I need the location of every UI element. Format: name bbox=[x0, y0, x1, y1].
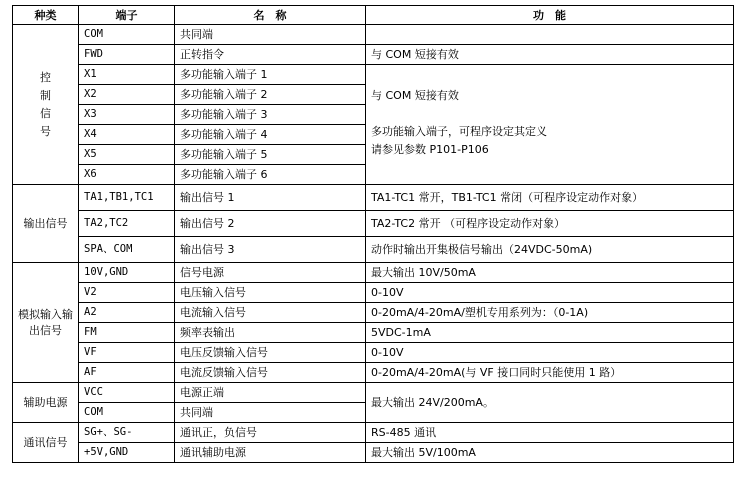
table-row bbox=[13, 263, 734, 283]
terminal-cell: COM bbox=[79, 25, 175, 45]
table-row bbox=[13, 211, 734, 237]
header-name: 名 称 bbox=[175, 6, 366, 25]
header-category: 种类 bbox=[13, 6, 79, 25]
name-cell: 多功能输入端子 2 bbox=[175, 85, 366, 105]
function-line: 请参见参数 P101-P106 bbox=[371, 143, 489, 156]
function-cell: 0-10V bbox=[366, 343, 734, 363]
name-cell: 通讯正，负信号 bbox=[175, 423, 366, 443]
terminal-cell: +5V,GND bbox=[79, 443, 175, 463]
category-label: 控制信号 bbox=[40, 70, 51, 138]
function-cell: 5VDC-1mA bbox=[366, 323, 734, 343]
terminal-cell: X6 bbox=[79, 165, 175, 185]
terminal-cell: X2 bbox=[79, 85, 175, 105]
category-cell: 模拟输入输出信号 bbox=[13, 263, 79, 383]
name-cell: 输出信号 1 bbox=[175, 185, 366, 211]
function-line-blank bbox=[371, 105, 733, 123]
table-row bbox=[13, 423, 734, 443]
table-row bbox=[13, 185, 734, 211]
name-cell: 输出信号 3 bbox=[175, 237, 366, 263]
terminal-function-table bbox=[12, 5, 734, 463]
function-cell: 动作时输出开集极信号输出（24VDC-50mA) bbox=[366, 237, 734, 263]
table-row bbox=[13, 323, 734, 343]
function-line: 与 COM 短接有效 bbox=[371, 89, 459, 102]
terminal-cell: X1 bbox=[79, 65, 175, 85]
category-cell: 辅助电源 bbox=[13, 383, 79, 423]
header-terminal: 端子 bbox=[79, 6, 175, 25]
table-row bbox=[13, 363, 734, 383]
table-row bbox=[13, 237, 734, 263]
function-cell: 最大输出 24V/200mA。 bbox=[366, 383, 734, 423]
name-cell: 电压反馈输入信号 bbox=[175, 343, 366, 363]
category-cell: 输出信号 bbox=[13, 185, 79, 263]
table-row bbox=[13, 383, 734, 403]
terminal-cell: TA2,TC2 bbox=[79, 211, 175, 237]
name-cell: 电流反馈输入信号 bbox=[175, 363, 366, 383]
name-cell: 多功能输入端子 1 bbox=[175, 65, 366, 85]
function-cell-multi bbox=[366, 65, 734, 185]
category-cell bbox=[13, 25, 79, 185]
table-row bbox=[13, 45, 734, 65]
name-cell: 多功能输入端子 6 bbox=[175, 165, 366, 185]
name-cell: 多功能输入端子 5 bbox=[175, 145, 366, 165]
name-cell: 输出信号 2 bbox=[175, 211, 366, 237]
function-cell: 0-20mA/4-20mA/塑机专用系列为：（0-1A) bbox=[366, 303, 734, 323]
terminal-cell: V2 bbox=[79, 283, 175, 303]
table-row bbox=[13, 443, 734, 463]
function-cell: 0-10V bbox=[366, 283, 734, 303]
function-cell: TA2-TC2 常开 （可程序设定动作对象） bbox=[366, 211, 734, 237]
name-cell: 信号电源 bbox=[175, 263, 366, 283]
header-function: 功 能 bbox=[366, 6, 734, 25]
name-cell: 正转指令 bbox=[175, 45, 366, 65]
name-cell: 多功能输入端子 4 bbox=[175, 125, 366, 145]
terminal-cell: FWD bbox=[79, 45, 175, 65]
terminal-cell: AF bbox=[79, 363, 175, 383]
terminal-cell: FM bbox=[79, 323, 175, 343]
function-cell bbox=[366, 25, 734, 45]
terminal-cell: A2 bbox=[79, 303, 175, 323]
terminal-cell: 10V,GND bbox=[79, 263, 175, 283]
name-cell: 频率表输出 bbox=[175, 323, 366, 343]
table-row bbox=[13, 283, 734, 303]
function-cell: TA1-TC1 常开，TB1-TC1 常闭（可程序设定动作对象） bbox=[366, 185, 734, 211]
terminal-cell: X3 bbox=[79, 105, 175, 125]
function-cell: 最大输出 5V/100mA bbox=[366, 443, 734, 463]
table-row bbox=[13, 25, 734, 45]
name-cell: 共同端 bbox=[175, 403, 366, 423]
name-cell: 电流输入信号 bbox=[175, 303, 366, 323]
terminal-cell: TA1,TB1,TC1 bbox=[79, 185, 175, 211]
function-cell: RS-485 通讯 bbox=[366, 423, 734, 443]
terminal-cell: X5 bbox=[79, 145, 175, 165]
name-cell: 电压输入信号 bbox=[175, 283, 366, 303]
terminal-cell: COM bbox=[79, 403, 175, 423]
function-cell: 与 COM 短接有效 bbox=[366, 45, 734, 65]
name-cell: 共同端 bbox=[175, 25, 366, 45]
header-row bbox=[13, 6, 734, 25]
function-line: 多功能输入端子，可程序设定其定义 bbox=[371, 125, 547, 138]
table-row bbox=[13, 343, 734, 363]
terminal-cell: VCC bbox=[79, 383, 175, 403]
category-cell: 通讯信号 bbox=[13, 423, 79, 463]
function-cell: 最大输出 10V/50mA bbox=[366, 263, 734, 283]
terminal-cell: VF bbox=[79, 343, 175, 363]
name-cell: 电源正端 bbox=[175, 383, 366, 403]
name-cell: 通讯辅助电源 bbox=[175, 443, 366, 463]
name-cell: 多功能输入端子 3 bbox=[175, 105, 366, 125]
table-row bbox=[13, 65, 734, 85]
table-row bbox=[13, 303, 734, 323]
terminal-cell: SPA、COM bbox=[79, 237, 175, 263]
function-cell: 0-20mA/4-20mA(与 VF 接口同时只能使用 1 路） bbox=[366, 363, 734, 383]
terminal-cell: SG+、SG- bbox=[79, 423, 175, 443]
terminal-cell: X4 bbox=[79, 125, 175, 145]
